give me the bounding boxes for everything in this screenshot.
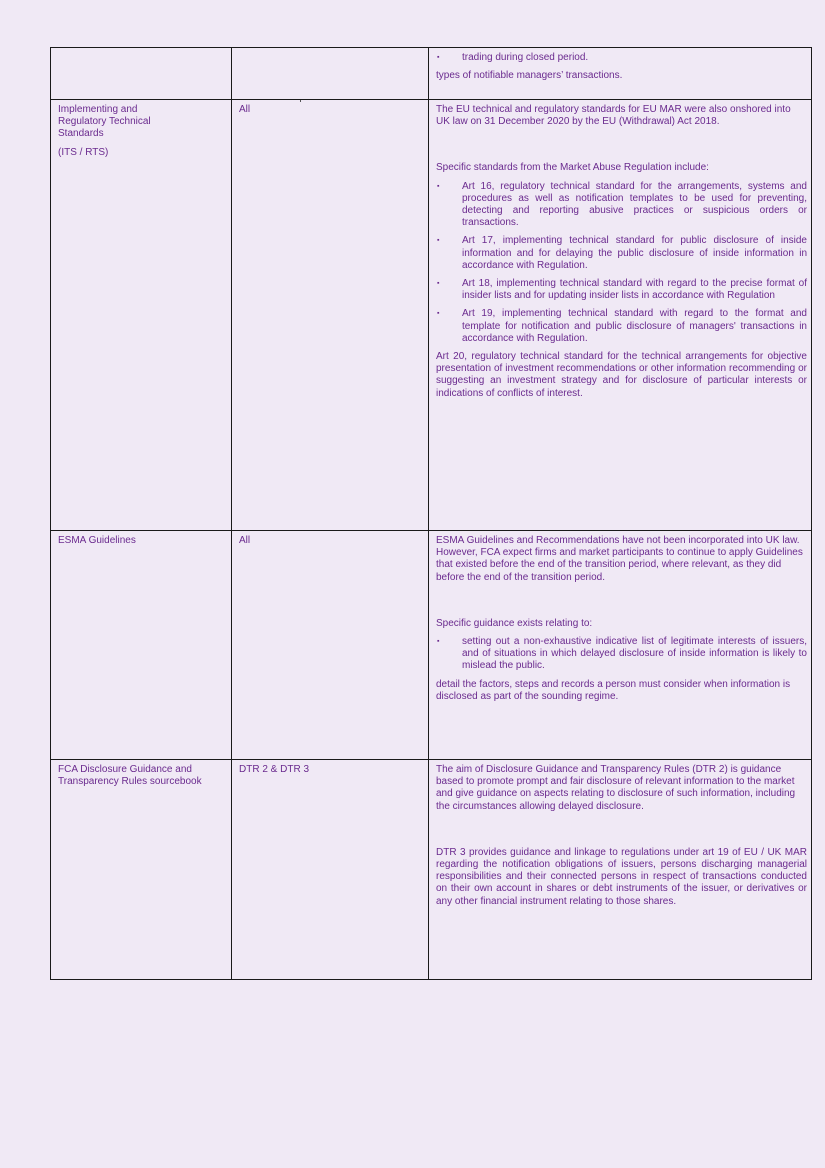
- cell-scope: All: [232, 531, 429, 760]
- paragraph: Specific guidance exists relating to:: [436, 617, 593, 629]
- list-item: ▪ trading during closed period.: [437, 52, 589, 63]
- table-row: [51, 531, 812, 760]
- paragraph: types of notifiable managers’ transactions.: [436, 70, 623, 82]
- cell-scope: [232, 48, 429, 100]
- list-item: ▪ Art 19, implementing technical standard with regard to the format and template for notification and public disclosure of managers' transactions in accordance with Regulation.: [437, 308, 807, 344]
- bullet-icon: ▪: [437, 182, 440, 190]
- list-item: ▪ Art 17, implementing technical standard for public disclosure of inside information and for delaying the public disclosure of inside information in accordance with Regulation.: [437, 235, 807, 271]
- bullet-icon: ▪: [437, 280, 440, 288]
- paragraph: ESMA Guidelines and Recommendations have not been incorporated into UK law. However, FCA expect firms and market participants to continue to apply Guidelines that existed before the end of the transition period, where relevant, as they did before the end of the transition period.: [436, 535, 803, 583]
- table-row: [51, 760, 812, 980]
- cell-description: [429, 531, 812, 760]
- bullet-icon: ▪: [437, 310, 440, 318]
- paragraph: The EU technical and regulatory standards for EU MAR were also onshored into UK law on 31 December 2020 by the EU (Withdrawal) Act 2018.: [436, 104, 791, 128]
- cell-source: FCA Disclosure Guidance and Transparency Rules sourcebook: [51, 760, 232, 980]
- table-row: [51, 48, 812, 100]
- list-item: ▪ setting out a non-exhaustive indicative list of legitimate interests of issuers, and of situations in which delayed disclosure of inside information is likely to mislead the public.: [437, 636, 807, 672]
- list-item: ▪ Art 16, regulatory technical standard for the arrangements, systems and procedures as well as notification templates to be used for preventing, detecting and reporting abusive practices or suspicious orders or transactions.: [437, 180, 807, 229]
- cell-description: [429, 48, 812, 100]
- cell-scope: DTR 2 & DTR 3: [232, 760, 429, 980]
- cell-source: [51, 48, 232, 100]
- regulation-table: [50, 47, 812, 980]
- paragraph: The aim of Disclosure Guidance and Transparency Rules (DTR 2) is guidance based to promote prompt and fair disclosure of relevant information to the market and give guidance on aspects relating to disclosure of such information, including the circumstances allowing delayed disclosure.: [436, 764, 796, 812]
- paragraph: DTR 3 provides guidance and linkage to regulations under art 19 of EU / UK MAR regarding the notification obligations of issuers, persons discharging managerial responsibilities and their connected persons in respect of transactions conducted on their own account in shares or debt instruments of the issuer, or derivatives or any other financial instrument relating to those shares.: [436, 846, 807, 907]
- bullet-icon: ▪: [437, 638, 440, 646]
- cell-source: ESMA Guidelines: [51, 531, 232, 760]
- cell-source: Implementing and Regulatory Technical Standards (ITS / RTS): [51, 100, 232, 531]
- bullet-list: [436, 636, 807, 673]
- table-row: [51, 100, 812, 531]
- bullet-list: [436, 52, 807, 64]
- cell-description: [429, 760, 812, 980]
- bullet-list: [436, 181, 807, 345]
- bullet-icon: ▪: [437, 237, 440, 245]
- paragraph: Specific standards from the Market Abuse Regulation include:: [436, 162, 709, 174]
- paragraph: Art 20, regulatory technical standard for the technical arrangements for objective presentation of investment recommendations or other information recommending or suggesting an investment strategy and for disclosure of particular interests or indications of conflicts of interest.: [436, 351, 807, 399]
- paragraph: detail the factors, steps and records a person must consider when information is disclosed as part of the sounding regime.: [436, 678, 791, 702]
- bullet-icon: ▪: [437, 54, 440, 61]
- cell-description: [429, 100, 812, 531]
- list-item: ▪ Art 18, implementing technical standard with regard to the precise format of insider lists and for updating insider lists in accordance with Regulation: [437, 278, 807, 302]
- cell-scope: All: [232, 100, 429, 531]
